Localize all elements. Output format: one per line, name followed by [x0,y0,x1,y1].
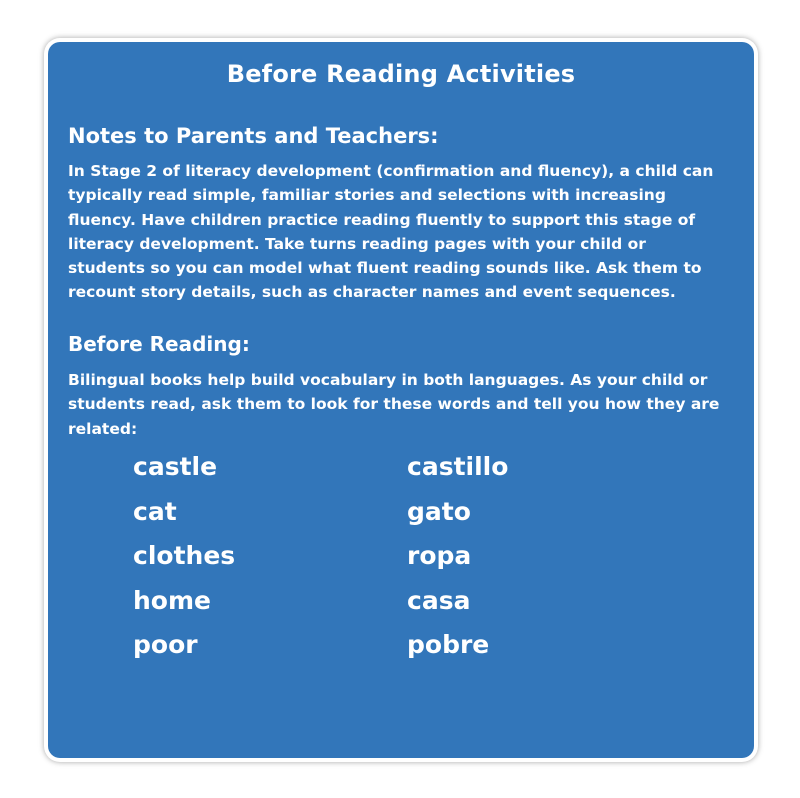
spanish-word: gato [407,496,471,526]
vocabulary-row [133,586,693,631]
before-reading-heading: Before Reading: [68,332,250,356]
vocabulary-row [133,497,693,542]
english-word: clothes [133,541,236,570]
spanish-word: pobre [407,630,490,659]
notes-body: In Stage 2 of literacy development (confirmation and fluency), a child can typically read simple, familiar stories and selections with increasing fluency. Have children practice reading fluently to support this stage of literacy development. Take turns reading pages with your child or students so you can model what fluent reading sounds like. Ask them to recount story details, such as character names and event sequences. [68,162,714,302]
english-word: cat [133,496,177,526]
page-title: Before Reading Activities [226,60,576,88]
spanish-word: casa [407,585,471,615]
activity-card [48,42,754,758]
vocabulary-row [133,541,693,586]
english-word: castle [133,452,218,481]
vocabulary-list [133,452,693,675]
spanish-word: ropa [407,541,472,570]
vocabulary-row [133,630,693,675]
english-word: home [133,585,211,615]
english-word: poor [133,630,198,659]
notes-heading: Notes to Parents and Teachers: [68,124,439,148]
before-reading-body: Bilingual books help build vocabulary in both languages. As your child or students read, ask them to look for these words and tell you how they are related: [68,371,720,438]
spanish-word: castillo [407,452,509,481]
vocabulary-row [133,452,693,497]
